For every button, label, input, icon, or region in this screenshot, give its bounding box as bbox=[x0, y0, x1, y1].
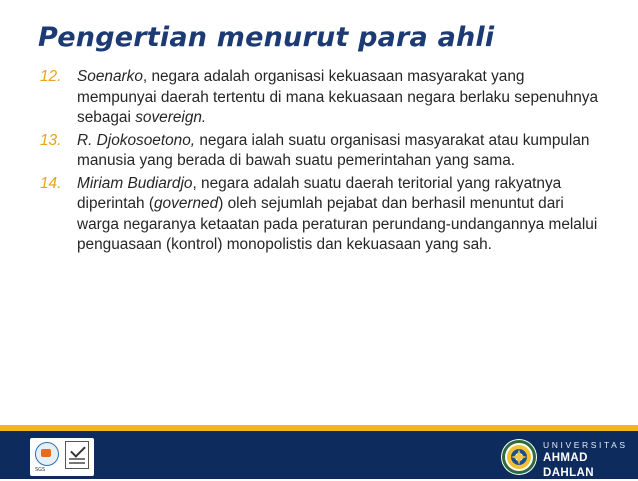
footer-bar bbox=[0, 425, 638, 479]
university-name-line2: AHMAD DAHLAN bbox=[543, 452, 594, 479]
definition-text: negara ialah suatu organisasi masyarakat atau kumpulan manusia yang berada di bawah suatu pemerintahan yang sama. bbox=[77, 131, 590, 169]
definition-list bbox=[40, 67, 605, 258]
expert-name: R. Djokosoetono, bbox=[77, 131, 196, 149]
accreditation-icon bbox=[65, 441, 89, 469]
university-logo-icon bbox=[500, 438, 538, 476]
definition-emphasis: sovereign. bbox=[135, 109, 207, 126]
list-number: 14. bbox=[40, 174, 62, 192]
definition-emphasis: governed bbox=[154, 195, 219, 212]
university-name bbox=[543, 439, 638, 481]
footer-accent-stripe bbox=[0, 425, 638, 431]
certification-logos bbox=[30, 438, 94, 476]
certification-label: SGS bbox=[35, 467, 46, 473]
definition-item-soenarko bbox=[40, 67, 605, 129]
expert-name: Soenarko bbox=[77, 68, 143, 85]
list-number: 12. bbox=[40, 68, 62, 85]
definition-text: , negara adalah suatu daerah teritorial yang rakyatnya diperintah ( bbox=[77, 174, 562, 212]
expert-name: Miriam Budiardjo bbox=[77, 174, 193, 192]
university-name-line1: UNIVERSITAS bbox=[543, 440, 628, 450]
definition-text: , negara adalah organisasi kekuasaan masyarakat yang mempunyai daerah tertentu di mana kekuasaan negara berlaku sepenuhnya sebagai bbox=[77, 68, 599, 126]
list-number: 13. bbox=[40, 131, 62, 149]
definition-text-tail: ) oleh sejumlah pejabat dan berhasil menuntut dari warga negaranya ketaatan pada peraturan perundang-undangannya melalui penguasaan (kontrol) monopolistis dan kekuasaan yang sah. bbox=[77, 195, 598, 253]
definition-item-budiardjo bbox=[40, 174, 605, 256]
slide-title: Pengertian menurut para ahli bbox=[38, 22, 495, 53]
definition-item-djokosoetono bbox=[40, 131, 605, 172]
sgs-certification-icon bbox=[35, 442, 59, 466]
